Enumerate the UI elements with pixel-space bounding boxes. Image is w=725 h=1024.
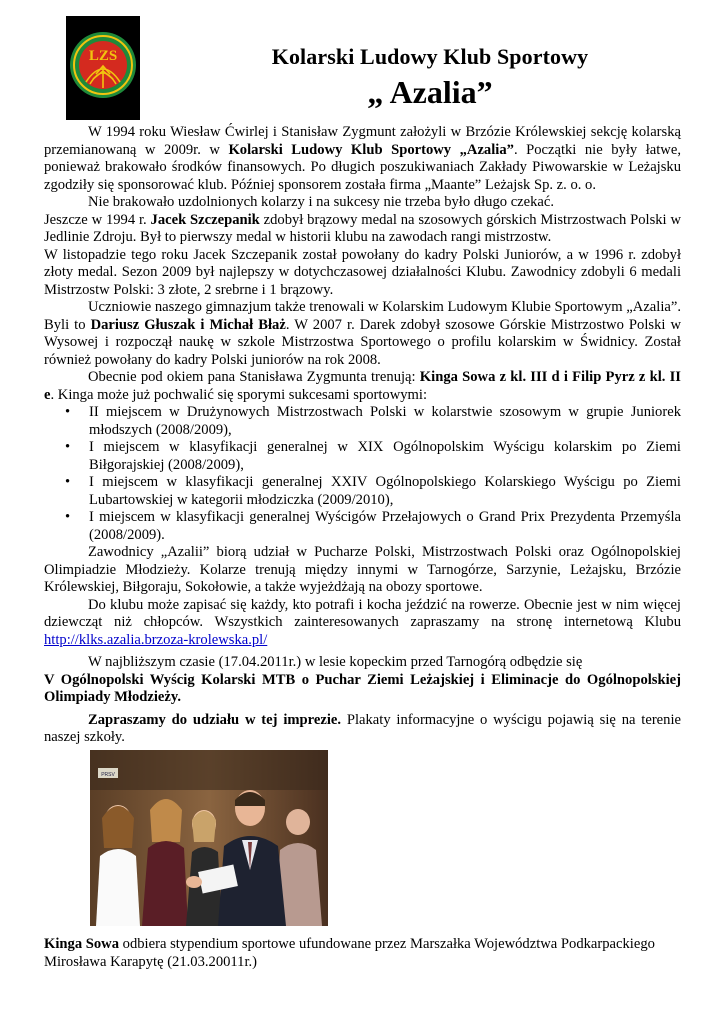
- photo-sign-text: PRSV: [101, 772, 115, 778]
- bullet-icon: •: [65, 474, 71, 490]
- list-item-text: I miejscem w klasyfikacji generalnej w XIX Ogólnopolskim Wyścigu kolarskim po Ziemi Biłgorajskiej (2008/2009),: [89, 439, 681, 473]
- logo-lettering: LZS: [88, 48, 118, 64]
- photo-caption: [44, 935, 681, 971]
- paragraph-join-club: [44, 597, 681, 650]
- paragraph-success: Nie brakowało uzdolnionych kolarzy i na sukcesy nie trzeba było długo czekać.: [88, 194, 555, 210]
- club-website-link[interactable]: http://klks.azalia.brzoza-krolewska.pl/: [44, 631, 268, 648]
- paragraph-students: [44, 299, 681, 369]
- text-span: zdobył brązowy medal na szosowych górskich Mistrzostwach Polski w Jedlinie Zdroju. Był to pierwszy medal w historii klubu na zawodach rangi mistrzostw.: [44, 211, 681, 245]
- paragraph-history: [44, 124, 681, 194]
- text-span: Plakaty informacyjne o wyścigu pojawią się na terenie naszej szkoły.: [44, 711, 681, 745]
- bullet-icon: •: [65, 404, 71, 420]
- award-ceremony-image: [90, 750, 328, 926]
- club-title-azalia: „ Azalia”: [367, 74, 493, 110]
- list-item: [44, 509, 681, 544]
- caption-text: odbiera stypendium sportowe ufundowane przez Marszałka Województwa Podkarpackiego Mirosława Karapytę (21.03.20011r.): [44, 936, 655, 970]
- list-item: [44, 474, 681, 509]
- paragraph-current-riders: [44, 369, 681, 404]
- paragraph-first-medal: [44, 212, 681, 247]
- list-item-text: I miejscem w klasyfikacji generalnej Wyścigów Przełajowych o Grand Prix Prezydenta Przemyśla (2008/2009).: [89, 509, 681, 543]
- bullet-icon: •: [65, 509, 71, 525]
- text-span: . Początki nie były łatwe, ponieważ brakowało środków finansowych. Po długich poszukiwaniach Zakłady Piwowarskie w Leżajsku zgodziły się sponsorować klub. Później sponsorem została firma „Maante” Leżajsk Sp. z. o. o.: [44, 141, 681, 193]
- list-item: [44, 439, 681, 474]
- list-item: [44, 404, 681, 439]
- invitation-bold: Zapraszamy do udziału w tej imprezie.: [88, 711, 342, 728]
- text-span: Jeszcze w 1994 r.: [44, 211, 151, 228]
- achievements-list: [44, 404, 681, 544]
- event-title-bold: [44, 672, 681, 707]
- text-span: . W 2007 r. Darek zdobył szosowe Górskie Mistrzostwo Polski w Wysowej i rozpoczął naukę w szkole Mistrzostwa Sportowego o profilu kolarskim w Świdnicy. Został również powołany do kadry Polski juniorów na rok 2008.: [44, 316, 681, 368]
- lzs-logo: [66, 16, 140, 120]
- paragraph-juniors: W listopadzie tego roku Jacek Szczepanik został powołany do kadry Polski Juniorów, a w 1996 r. zdobył złoty medal. Sezon 2009 był najlepszy w dotychczasowej działalności Klubu. Zawodnicy zdobyli 6 medali Mistrzostw Polski: 3 złote, 2 srebrne i 1 brązowy.: [44, 246, 681, 298]
- athlete-name-bold: Jacek Szczepanik: [150, 211, 260, 228]
- article-body: [44, 124, 681, 747]
- text-span: Uczniowie naszego gimnazjum także trenowali w Kolarskim Ludowym Klubie Sportowym „Azalia”. Byli to: [44, 299, 681, 333]
- bullet-icon: •: [65, 439, 71, 455]
- award-photo: [90, 750, 328, 926]
- text-span: Obecnie pod okiem pana Stanisława Zygmunta trenują:: [88, 369, 420, 385]
- text-span: Do klubu może zapisać się każdy, kto potrafi i kocha jeździć na rowerze. Obecnie jest w nim więcej dziewcząt niż chłopców. Wszystkich zainteresowanych zapraszamy na stronę internetową Klubu: [44, 596, 681, 630]
- list-item-text: II miejscem w Drużynowych Mistrzostwach Polski w kolarstwie szosowym w grupie Juniorek młodszych (2008/2009),: [89, 404, 681, 438]
- current-riders-bold: Kinga Sowa z kl. III d i Filip Pyrz z kl. II e: [44, 369, 681, 403]
- caption-name-bold: Kinga Sowa: [44, 936, 120, 952]
- text-span: . Kinga może już pochwalić się sporymi sukcesami sportowymi:: [50, 386, 428, 403]
- paragraph-invitation: [44, 712, 681, 747]
- paragraph-competitions: Zawodnicy „Azalii” biorą udział w Pucharze Polski, Mistrzostwach Polski oraz Ogólnopolskiej Olimpiadzie Młodzieży. Kolarze trenują między innymi w Tarnogórze, Sarzynie, Leżajsku, Brzózie Królewskiej, Biłgoraju, Sokołowie, a także wyjeżdżają na obozy sportowe.: [44, 544, 681, 595]
- event-title-text: V Ogólnopolski Wyścig Kolarski MTB o Puchar Ziemi Leżajskiej i Eliminacje do Ogólnopolskiej Olimpiady Młodzieży.: [44, 671, 681, 705]
- club-name-bold: Kolarski Ludowy Klub Sportowy „Azalia”: [228, 141, 514, 158]
- text-span: W 1994 roku Wiesław Ćwirlej i Stanisław Zygmunt założyli w Brzózie Królewskiej sekcję kolarską przemianowaną w 2009r. w: [44, 124, 681, 158]
- club-name-heading: Kolarski Ludowy Klub Sportowy: [271, 44, 589, 69]
- list-item-text: I miejscem w klasyfikacji generalnej XXIV Ogólnopolskiego Kolarskiego Wyścigu po Ziemi Lubartowskiej w kategorii młodziczka (2009/2010),: [89, 474, 681, 508]
- paragraph-upcoming-event: W najbliższym czasie (17.04.2011r.) w lesie kopeckim przed Tarnogórą odbędzie się: [88, 654, 583, 670]
- lzs-emblem-icon: [66, 16, 140, 120]
- athlete-names-bold: Dariusz Głuszak i Michał Błaż: [90, 316, 286, 333]
